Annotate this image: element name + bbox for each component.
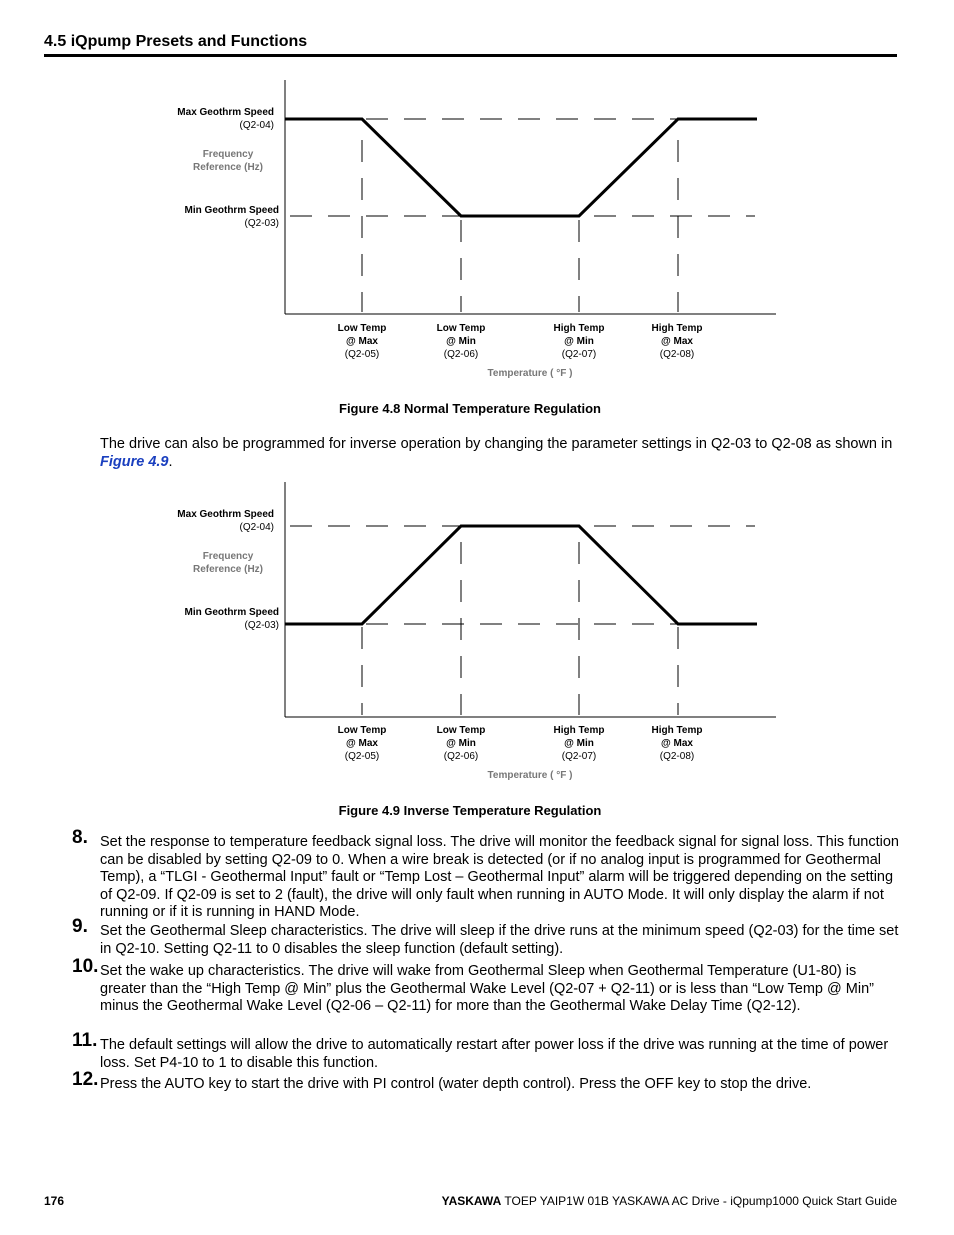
y-axis-title: Frequency Reference (Hz) bbox=[192, 149, 264, 173]
intro-paragraph: The drive can also be programmed for inverse operation by changing the parameter settings in Q2-03 to Q2-08 as shown in Figure 4.9. bbox=[100, 436, 893, 470]
step-number: 8. bbox=[72, 827, 88, 848]
step-8 bbox=[44, 827, 900, 922]
step-text: The default settings will allow the drive to automatically restart after power loss if the drive was running at the time of power loss. Set P4-10 to 1 to disable this function. bbox=[100, 1037, 889, 1071]
x-label-low-temp-max: Low Temp @ Max (Q2-05) bbox=[337, 323, 387, 360]
figure-caption-4-8: Figure 4.8 Normal Temperature Regulation bbox=[339, 401, 601, 416]
step-text: Press the AUTO key to start the drive with PI control (water depth control). Press the OFF key to stop the drive. bbox=[100, 1076, 812, 1092]
x-label-high-temp-min: High Temp @ Min (Q2-07) bbox=[553, 725, 605, 762]
step-number: 10. bbox=[72, 956, 99, 977]
step-9 bbox=[44, 916, 900, 958]
figure-4-9-link[interactable]: Figure 4.9 bbox=[100, 453, 169, 470]
step-number: 12. bbox=[72, 1069, 99, 1090]
footer-brand: YASKAWA bbox=[441, 1194, 502, 1208]
step-text: Set the response to temperature feedback signal loss. The drive will monitor the feedback signal for signal loss. This function can be disabled by setting Q2-09 to 0. When a wire break is detected (or if no analog input is programmed for Geothermal Temp), a “TLGI - Geothermal Input” fault or “Temp Lost – Geothermal Input” alarm will be triggered depending on the setting of Q2-09. If Q2-09 is set to 2 (fault), the drive will only fault when running in AUTO Mode. It will only display the alarm if not running or if it is running in HAND Mode. bbox=[100, 834, 900, 920]
y-label-min: Min Geothrm Speed (Q2-03) bbox=[184, 607, 279, 631]
step-12 bbox=[44, 1069, 900, 1094]
step-number: 11. bbox=[72, 1030, 98, 1051]
x-label-low-temp-min: Low Temp @ Min (Q2-06) bbox=[436, 323, 486, 360]
x-axis-title: Temperature ( °F ) bbox=[487, 368, 573, 379]
figure-caption-4-9: Figure 4.9 Inverse Temperature Regulation bbox=[338, 803, 602, 818]
x-axis-title: Temperature ( °F ) bbox=[487, 770, 573, 781]
footer-doc-title: TOEP YAIP1W 01B YASKAWA AC Drive - iQpump1000 Quick Start Guide bbox=[504, 1194, 897, 1208]
footer-doc-info bbox=[442, 1194, 897, 1208]
section-title: 4.5 iQpump Presets and Functions bbox=[44, 33, 308, 50]
step-text: Set the wake up characteristics. The drive will wake from Geothermal Sleep when Geothermal Temperature (U1-80) is greater than the “High Temp @ Min” plus the Geothermal Wake Level (Q2-07 + Q2-11) or is less than “Low Temp @ Min” minus the Geothermal Wake Level (Q2-06 – Q2-11) for more than the Geothermal Wake Delay Time (Q2-12). bbox=[100, 963, 874, 1014]
x-label-high-temp-max: High Temp @ Max (Q2-08) bbox=[651, 725, 703, 762]
x-label-high-temp-min: High Temp @ Min (Q2-07) bbox=[553, 323, 605, 360]
x-label-low-temp-min: Low Temp @ Min (Q2-06) bbox=[436, 725, 486, 762]
y-axis-title: Frequency Reference (Hz) bbox=[192, 551, 264, 575]
step-10 bbox=[44, 956, 900, 1016]
regulation-curve bbox=[285, 119, 757, 216]
step-11 bbox=[44, 1030, 900, 1072]
y-label-min: Min Geothrm Speed (Q2-03) bbox=[184, 205, 279, 229]
page-number: 176 bbox=[44, 1194, 65, 1208]
step-text: Set the Geothermal Sleep characteristics. The drive will sleep if the drive runs at the minimum speed (Q2-03) for the time set in Q2-10. Setting Q2-11 to 0 disables the sleep function (default setting). bbox=[100, 923, 899, 957]
x-label-high-temp-max: High Temp @ Max (Q2-08) bbox=[651, 323, 703, 360]
y-label-max: Max Geothrm Speed (Q2-04) bbox=[177, 107, 274, 131]
regulation-curve bbox=[285, 526, 757, 624]
x-label-low-temp-max: Low Temp @ Max (Q2-05) bbox=[337, 725, 387, 762]
step-number: 9. bbox=[72, 916, 88, 937]
y-label-max: Max Geothrm Speed (Q2-04) bbox=[177, 509, 274, 533]
